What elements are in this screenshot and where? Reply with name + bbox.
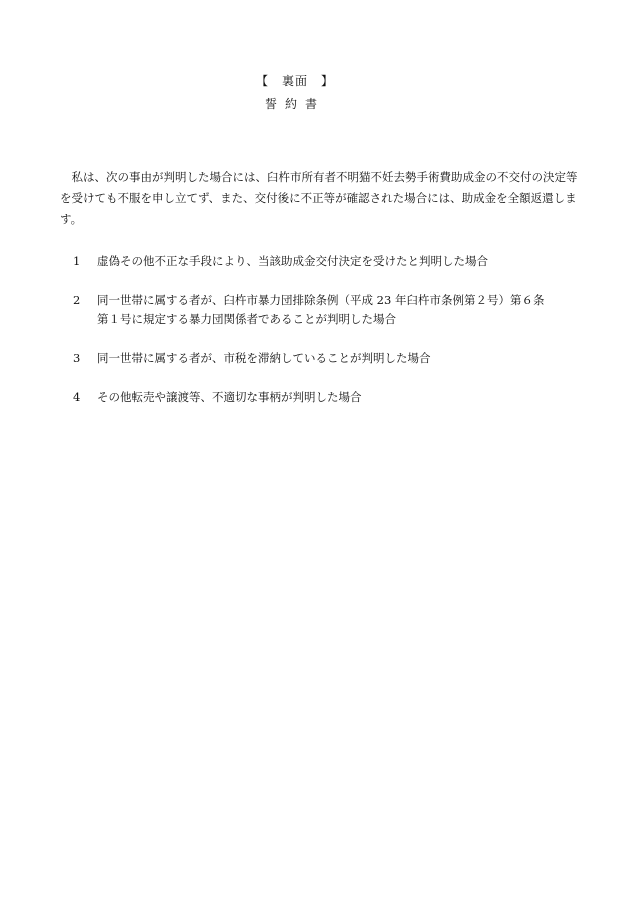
list-item (73, 388, 573, 407)
item-text (97, 291, 573, 329)
item-number: 3 (73, 351, 81, 365)
condition-list (73, 252, 573, 427)
item-line: 同一世帯に属する者が、市税を滞納していることが判明した場合 (97, 351, 431, 365)
list-item (73, 349, 573, 368)
item-number: 1 (73, 254, 81, 268)
item-line: その他転売や譲渡等、不適切な事柄が判明した場合 (97, 390, 362, 404)
item-line: 第１号に規定する暴力団関係者であることが判明した場合 (97, 312, 396, 326)
item-text (97, 349, 573, 368)
item-text (97, 388, 573, 407)
list-item (73, 252, 573, 271)
item-number: 4 (73, 390, 81, 404)
item-line: 同一世帯に属する者が、臼杵市暴力団排除条例（平成 23 年臼杵市条例第２号）第６条 (97, 293, 545, 307)
pledge-statement: 私は、次の事由が判明した場合には、臼杵市所有者不明猫不妊去勢手術費助成金の不交付の決定等を受けても不服を申し立てず、また、交付後に不正等が確認された場合には、助成金を全額返還します。 (60, 169, 578, 226)
document-title: 誓約書 (264, 97, 325, 111)
reverse-side-label: 【 裏面 】 (255, 74, 334, 88)
item-text (97, 252, 573, 271)
item-line: 虚偽その他不正な手段により、当該助成金交付決定を受けたと判明した場合 (97, 254, 488, 268)
list-item (73, 291, 573, 329)
item-number: 2 (73, 293, 81, 307)
